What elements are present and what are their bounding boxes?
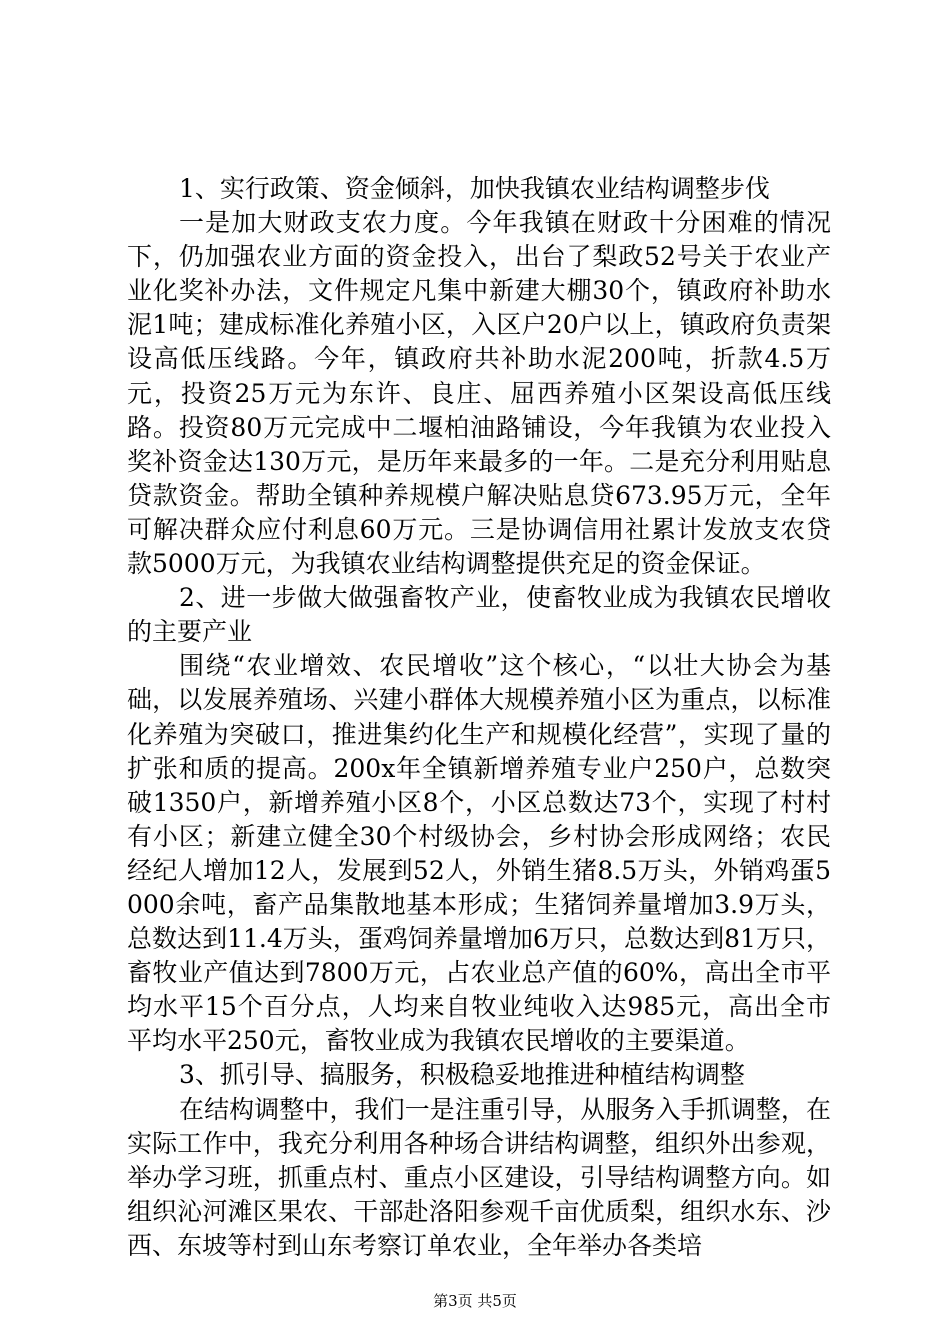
page-number-footer: 第3页 共5页 (433, 1292, 517, 1310)
section-heading-1: 1、实行政策、资金倾斜，加快我镇农业结构调整步伐 (179, 174, 770, 203)
section-heading-3: 3、抓引导、搞服务，积极稳妥地推进种植结构调整 (179, 1060, 745, 1090)
body-paragraph-2: 围绕“农业增效、农民增收”这个核心，“以壮大协会为基础，以发展养殖场、兴建小群体大规模养殖小区为重点，以标准化养殖为突破口，推进集约化生产和规模化经营”，实现了量的扩张和质的提高。200x年全镇新增养殖专业户250户，总数突破1350户，新增养殖小区8个，小区总数达73个，实现了村村有小区；新建立健全30个村级协会，乡村协会形成网络；农民经纪人增加12人，发展到52人，外销生猪8.5万头，外销鸡蛋5000余吨，畜产品集散地基本形成；生猪饲养量增加3.9万头，总数达到11.4万头，蛋鸡饲养量增加6万只，总数达到81万只，畜牧业产值达到7800万元，占农业总产值的60%，高出全市平均水平15个百分点，人均来自牧业纯收入达985元，高出全市平均水平250元，畜牧业成为我镇农民增收的主要渠道。 (127, 651, 831, 1056)
document-body (127, 172, 831, 1263)
body-paragraph-1: 一是加大财政支农力度。今年我镇在财政十分困难的情况下，仍加强农业方面的资金投入，出台了梨政52号关于农业产业化奖补办法，文件规定凡集中新建大棚30个，镇政府补助水泥1吨；建成标准化养殖小区，入区户20户以上，镇政府负责架设高低压线路。今年，镇政府共补助水泥200吨，折款4.5万元，投资25万元为东许、良庄、屈西养殖小区架设高低压线路。投资80万元完成中二堰柏油路铺设，今年我镇为农业投入奖补资金达130万元，是历年来最多的一年。二是充分利用贴息贷款资金。帮助全镇种养规模户解决贴息贷673.95万元，全年可解决群众应付利息60万元。三是协调信用社累计发放支农贷款5000万元，为我镇农业结构调整提供充足的资金保证。 (127, 208, 831, 579)
section-heading-2: 2、进一步做大做强畜牧产业，使畜牧业成为我镇农民增收的主要产业 (127, 583, 831, 647)
body-paragraph-3: 在结构调整中，我们一是注重引导，从服务入手抓调整，在实际工作中，我充分利用各种场合讲结构调整，组织外出参观，举办学习班，抓重点村、重点小区建设，引导结构调整方向。如组织沁河滩区果农、干部赴洛阳参观千亩优质梨，组织水东、沙西、东坡等村到山东考察订单农业，全年举办各类培 (127, 1094, 831, 1260)
